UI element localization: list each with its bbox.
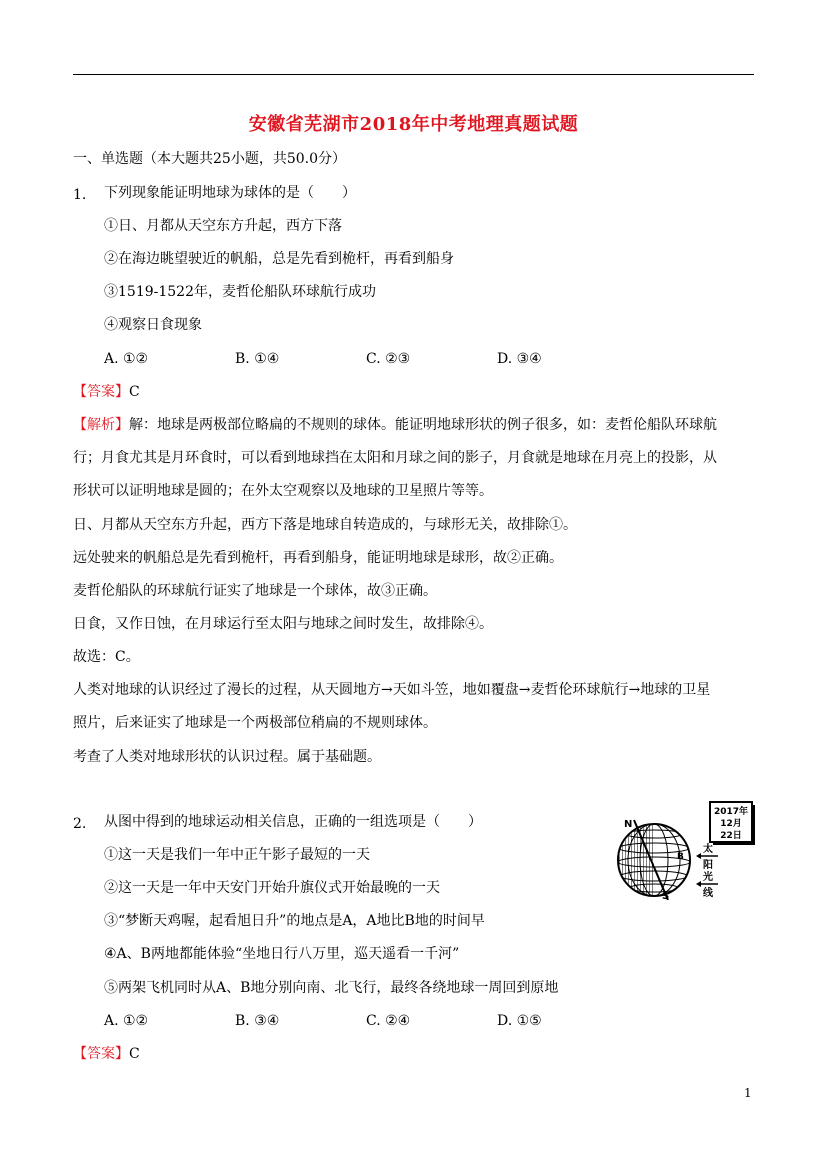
q1-analysis-line-2: 行；月食尤其是月环食时，可以看到地球挡在太阳和月球之间的影子，月食就是地球在月亮上的投影，从	[73, 450, 717, 466]
sun-label-4: 线	[703, 888, 713, 899]
q1-analysis-line-4: 日、月都从天空东方升起，西方下落是地球自转造成的，与球形无关，故排除①。	[73, 517, 577, 533]
q1-stem: 下列现象能证明地球为球体的是（ ）	[104, 185, 356, 201]
q2-item-2: ②这一天是一年中天安门开始升旗仪式开始最晚的一天	[104, 880, 440, 896]
q2-option-b: B. ③④	[235, 1013, 280, 1029]
page-number: 1	[744, 1086, 752, 1100]
q2-item-5: ⑤两架飞机同时从A、B地分别向南、北飞行，最终各绕地球一周回到原地	[104, 980, 559, 996]
point-b-label: B	[677, 852, 684, 862]
q1-analysis-line-10: 照片，后来证实了地球是一个两极部位稍扁的不规则球体。	[73, 715, 437, 731]
q1-options	[104, 350, 604, 368]
page-title: 安徽省芜湖市2018年中考地理真题试题	[248, 114, 579, 135]
q1-analysis-line-8: 故选：C。	[73, 649, 140, 665]
point-a-label: A	[654, 859, 661, 869]
q1-item-4: ④观察日食现象	[104, 317, 202, 333]
q2-item-4: ④A、B两地都能体验“坐地日行八万里，巡天遥看一千河”	[104, 946, 460, 962]
calendar-month: 12月	[720, 819, 742, 829]
q1-number: 1.	[73, 187, 87, 203]
q1-analysis-tag: 【解析】	[73, 417, 129, 433]
q2-answer-tag: 【答案】	[73, 1046, 129, 1062]
q2-item-3: ③“梦断天鸡喔，起看旭日升”的地点是A，A地比B地的时间早	[104, 913, 485, 929]
q1-analysis-line-11: 考查了人类对地球形状的认识过程。属于基础题。	[73, 749, 381, 765]
calendar-year: 2017年	[713, 807, 749, 817]
q1-option-a: A. ①②	[104, 351, 149, 367]
q1-answer-tag: 【答案】	[73, 384, 129, 400]
q1-analysis-line-7: 日食，又作日蚀，在月球运行至太阳与地球之间时发生，故排除④。	[73, 616, 493, 632]
q2-option-c: C. ②④	[366, 1013, 411, 1029]
header-rule	[73, 74, 754, 75]
q2-option-d: D. ①⑤	[497, 1013, 542, 1029]
sun-label-3: 光	[703, 872, 713, 883]
q1-option-c: C. ②③	[366, 351, 411, 367]
q1-option-d: D. ③④	[497, 351, 542, 367]
globe-diagram	[610, 800, 758, 900]
q1-answer	[73, 383, 140, 401]
sun-label-1: 太	[703, 844, 713, 855]
q1-item-3: ③1519-1522年，麦哲伦船队环球航行成功	[104, 284, 376, 300]
q2-number: 2.	[73, 816, 87, 832]
q1-analysis-line-1: 【解析】解：地球是两极部位略扁的不规则的球体。能证明地球形状的例子很多，如：麦哲伦船队环球航	[73, 417, 717, 433]
q1-analysis-line-3: 形状可以证明地球是圆的；在外太空观察以及地球的卫星照片等等。	[73, 483, 493, 499]
q2-item-1: ①这一天是我们一年中正午影子最短的一天	[104, 847, 370, 863]
north-pole-label: N	[624, 819, 633, 830]
calendar-day: 22日	[720, 831, 742, 841]
earth-sunlight-figure	[610, 800, 758, 900]
section-heading: 一、单选题（本大题共25小题，共50.0分）	[73, 151, 346, 167]
q2-answer	[73, 1045, 140, 1063]
q2-answer-value: C	[129, 1046, 140, 1062]
q1-analysis-line-5: 远处驶来的帆船总是先看到桅杆，再看到船身，能证明地球是球形，故②正确。	[73, 550, 563, 566]
q1-item-1: ①日、月都从天空东方升起，西方下落	[104, 218, 342, 234]
q2-option-a: A. ①②	[104, 1013, 149, 1029]
q2-options	[104, 1012, 604, 1030]
sun-label-2: 阳	[703, 860, 713, 871]
q2-stem: 从图中得到的地球运动相关信息，正确的一组选项是（ ）	[104, 814, 482, 830]
q1-option-b: B. ①④	[235, 351, 280, 367]
q1-item-2: ②在海边眺望驶近的帆船，总是先看到桅杆，再看到船身	[104, 251, 454, 267]
south-pole-label: S	[662, 891, 670, 900]
q1-answer-value: C	[129, 384, 140, 400]
q1-analysis-line-9: 人类对地球的认识经过了漫长的过程，从天圆地方→天如斗笠，地如覆盘→麦哲伦环球航行→地球的卫星	[73, 682, 711, 698]
q1-analysis-line-6: 麦哲伦船队的环球航行证实了地球是一个球体，故③正确。	[73, 583, 437, 599]
